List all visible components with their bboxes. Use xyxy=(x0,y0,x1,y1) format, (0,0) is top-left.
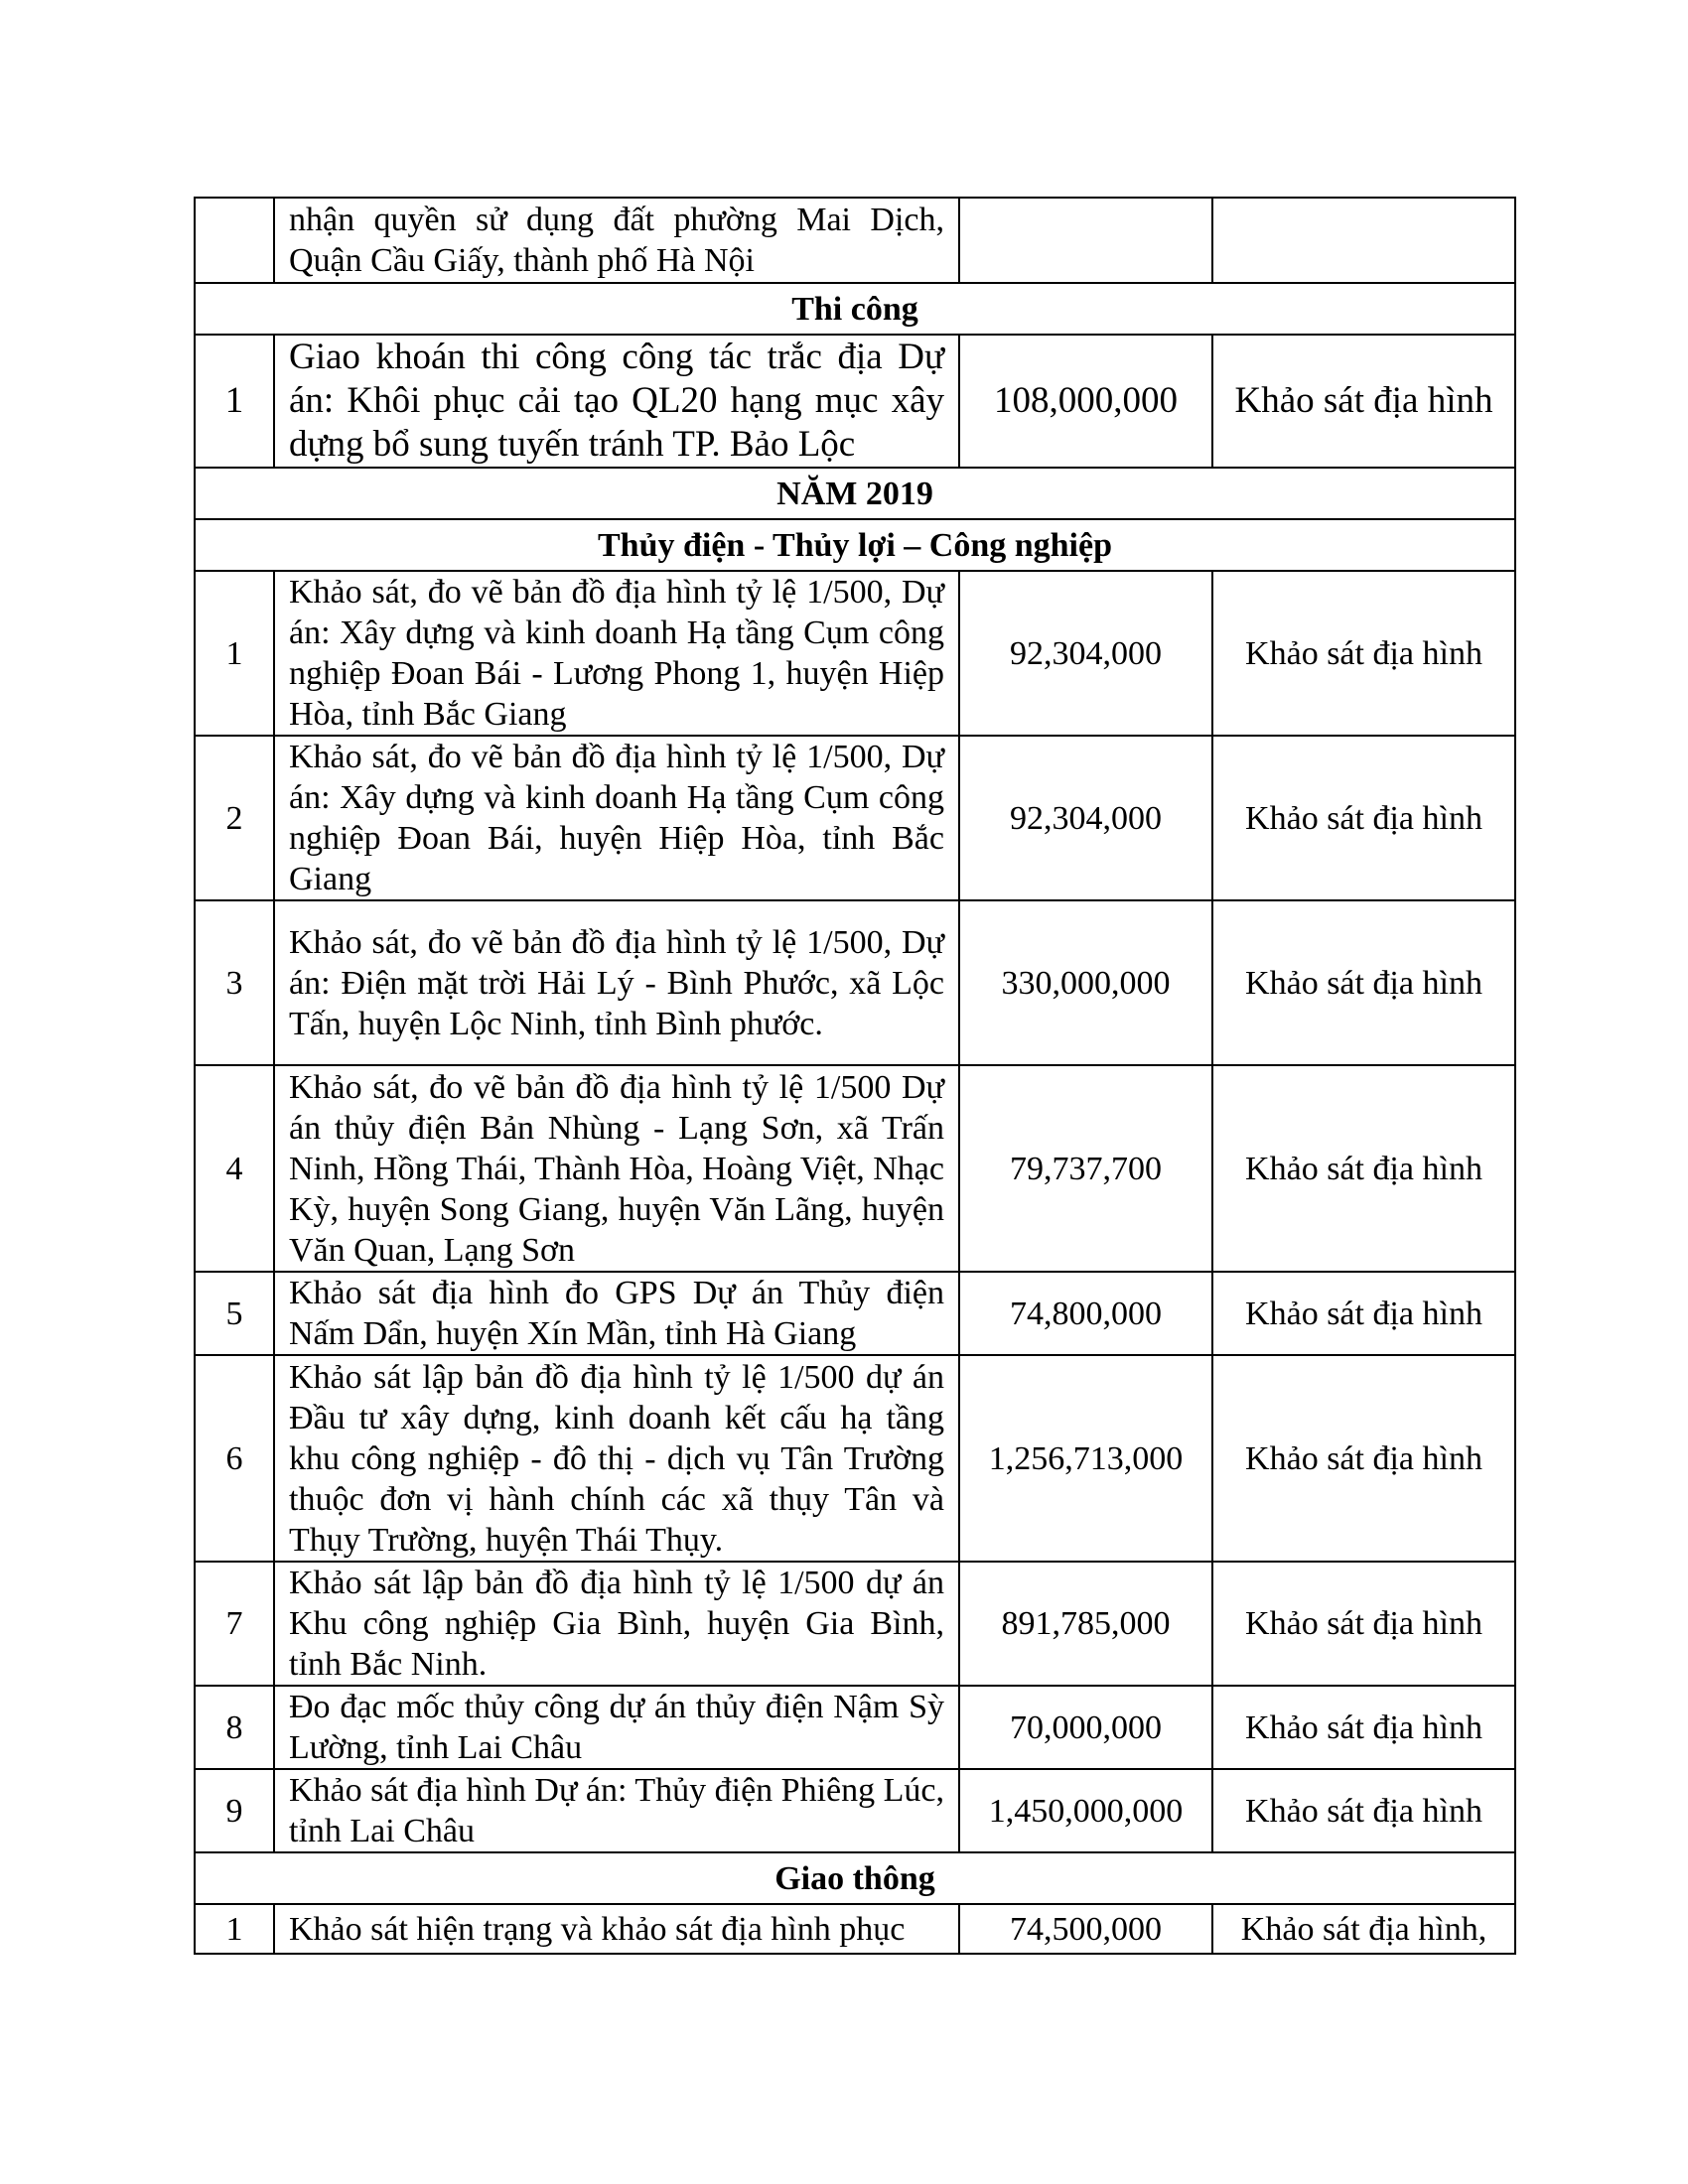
row-number: 1 xyxy=(195,335,274,468)
row-number: 5 xyxy=(195,1272,274,1355)
row-description: Khảo sát, đo vẽ bản đồ địa hình tỷ lệ 1/500, Dự án: Xây dựng và kinh doanh Hạ tầng Cụm công nghiệp Đoan Bái, huyện Hiệp Hòa, tỉnh Bắc Giang xyxy=(274,736,959,900)
section-heading-thi-cong: Thi công xyxy=(195,283,1515,335)
row-category: Khảo sát địa hình xyxy=(1212,1562,1515,1686)
row-number: 6 xyxy=(195,1355,274,1562)
table-row xyxy=(195,1904,1515,1954)
section-row xyxy=(195,1852,1515,1904)
row-number: 9 xyxy=(195,1769,274,1852)
row-value: 330,000,000 xyxy=(959,900,1212,1065)
project-table xyxy=(194,197,1516,1955)
row-category: Khảo sát địa hình xyxy=(1212,1355,1515,1562)
row-description: Khảo sát địa hình đo GPS Dự án Thủy điện Nấm Dẩn, huyện Xín Mần, tỉnh Hà Giang xyxy=(274,1272,959,1355)
row-value xyxy=(959,198,1212,283)
row-category: Khảo sát địa hình xyxy=(1212,335,1515,468)
row-category xyxy=(1212,198,1515,283)
row-category: Khảo sát địa hình, xyxy=(1212,1904,1515,1954)
table-row xyxy=(195,198,1515,283)
year-heading: NĂM 2019 xyxy=(195,468,1515,519)
row-number xyxy=(195,198,274,283)
section-row xyxy=(195,283,1515,335)
section-row xyxy=(195,519,1515,571)
row-value: 74,800,000 xyxy=(959,1272,1212,1355)
row-value: 92,304,000 xyxy=(959,571,1212,736)
table-row xyxy=(195,1065,1515,1272)
row-value: 108,000,000 xyxy=(959,335,1212,468)
row-description: Khảo sát, đo vẽ bản đồ địa hình tỷ lệ 1/500, Dự án: Điện mặt trời Hải Lý - Bình Phước, xã Lộc Tấn, huyện Lộc Ninh, tỉnh Bình phước. xyxy=(274,900,959,1065)
row-value: 74,500,000 xyxy=(959,1904,1212,1954)
row-description: Khảo sát, đo vẽ bản đồ địa hình tỷ lệ 1/500 Dự án thủy điện Bản Nhùng - Lạng Sơn, xã Trấn Ninh, Hồng Thái, Thành Hòa, Hoàng Việt, Nhạc Kỳ, huyện Song Giang, huyện Văn Lãng, huyện Văn Quan, Lạng Sơn xyxy=(274,1065,959,1272)
row-value: 70,000,000 xyxy=(959,1686,1212,1769)
row-value: 891,785,000 xyxy=(959,1562,1212,1686)
row-value: 79,737,700 xyxy=(959,1065,1212,1272)
row-description: Giao khoán thi công công tác trắc địa Dự án: Khôi phục cải tạo QL20 hạng mục xây dựng bổ sung tuyến tránh TP. Bảo Lộc xyxy=(274,335,959,468)
row-number: 7 xyxy=(195,1562,274,1686)
row-category: Khảo sát địa hình xyxy=(1212,1686,1515,1769)
section-heading-giao-thong: Giao thông xyxy=(195,1852,1515,1904)
document-page xyxy=(194,197,1514,1955)
table-row xyxy=(195,571,1515,736)
section-heading-thuy-dien: Thủy điện - Thủy lợi – Công nghiệp xyxy=(195,519,1515,571)
row-category: Khảo sát địa hình xyxy=(1212,900,1515,1065)
row-number: 2 xyxy=(195,736,274,900)
row-category: Khảo sát địa hình xyxy=(1212,1065,1515,1272)
row-number: 1 xyxy=(195,571,274,736)
row-category: Khảo sát địa hình xyxy=(1212,1272,1515,1355)
table-row xyxy=(195,736,1515,900)
row-number: 3 xyxy=(195,900,274,1065)
table-row xyxy=(195,900,1515,1065)
row-number: 8 xyxy=(195,1686,274,1769)
row-description: Khảo sát lập bản đồ địa hình tỷ lệ 1/500 dự án Khu công nghiệp Gia Bình, huyện Gia Bình, tỉnh Bắc Ninh. xyxy=(274,1562,959,1686)
row-value: 1,256,713,000 xyxy=(959,1355,1212,1562)
row-description: Khảo sát địa hình Dự án: Thủy điện Phiêng Lúc, tỉnh Lai Châu xyxy=(274,1769,959,1852)
table-row xyxy=(195,1686,1515,1769)
table-row xyxy=(195,1355,1515,1562)
row-description: Khảo sát lập bản đồ địa hình tỷ lệ 1/500 dự án Đầu tư xây dựng, kinh doanh kết cấu hạ tầng khu công nghiệp - đô thị - dịch vụ Tân Trường thuộc đơn vị hành chính các xã thụy Tân và Thụy Trường, huyện Thái Thụy. xyxy=(274,1355,959,1562)
row-description: nhận quyền sử dụng đất phường Mai Dịch, Quận Cầu Giấy, thành phố Hà Nội xyxy=(274,198,959,283)
row-value: 1,450,000,000 xyxy=(959,1769,1212,1852)
table-row xyxy=(195,1769,1515,1852)
row-number: 1 xyxy=(195,1904,274,1954)
row-number: 4 xyxy=(195,1065,274,1272)
table-row xyxy=(195,1562,1515,1686)
row-description: Khảo sát hiện trạng và khảo sát địa hình phục xyxy=(274,1904,959,1954)
section-row xyxy=(195,468,1515,519)
table-row xyxy=(195,335,1515,468)
row-value: 92,304,000 xyxy=(959,736,1212,900)
row-description: Khảo sát, đo vẽ bản đồ địa hình tỷ lệ 1/500, Dự án: Xây dựng và kinh doanh Hạ tầng Cụm công nghiệp Đoan Bái - Lương Phong 1, huyện Hiệp Hòa, tỉnh Bắc Giang xyxy=(274,571,959,736)
row-category: Khảo sát địa hình xyxy=(1212,1769,1515,1852)
row-category: Khảo sát địa hình xyxy=(1212,571,1515,736)
row-description: Đo đạc mốc thủy công dự án thủy điện Nậm Sỳ Lường, tỉnh Lai Châu xyxy=(274,1686,959,1769)
table-row xyxy=(195,1272,1515,1355)
row-category: Khảo sát địa hình xyxy=(1212,736,1515,900)
